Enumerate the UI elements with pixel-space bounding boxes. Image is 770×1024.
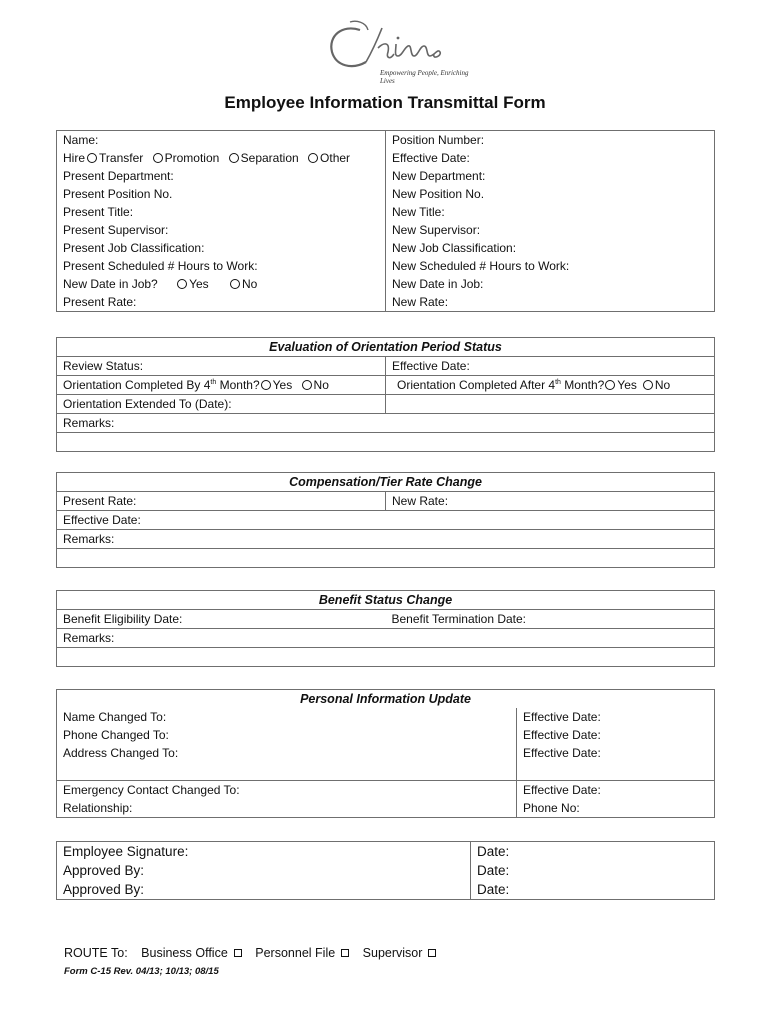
- table-row: [57, 799, 715, 818]
- table-row: [57, 708, 715, 726]
- table-row: [57, 842, 715, 862]
- benefit-remarks-line[interactable]: [57, 648, 715, 667]
- table-row: [57, 293, 715, 312]
- address-line-2[interactable]: [57, 762, 517, 781]
- personnel-file-checkbox[interactable]: [341, 949, 349, 957]
- new-date-no-radio[interactable]: [230, 279, 240, 289]
- address-changed-field[interactable]: Address Changed To:: [57, 744, 517, 762]
- table-row: [57, 492, 715, 511]
- completed-by-yes-radio[interactable]: [261, 380, 271, 390]
- table-row: [57, 549, 715, 568]
- supervisor-checkbox[interactable]: [428, 949, 436, 957]
- table-row: [57, 131, 715, 150]
- new-supervisor-field[interactable]: New Supervisor:: [386, 221, 715, 239]
- new-scheduled-hours-field[interactable]: New Scheduled # Hours to Work:: [386, 257, 715, 275]
- table-row: [57, 861, 715, 880]
- table-row: [57, 357, 715, 376]
- table-row: [57, 167, 715, 185]
- employee-info-table: [56, 130, 715, 312]
- table-row: [57, 629, 715, 648]
- comp-present-rate-field[interactable]: Present Rate:: [57, 492, 386, 511]
- completed-after-no-radio[interactable]: [643, 380, 653, 390]
- table-row: [57, 781, 715, 800]
- new-position-no-field[interactable]: New Position No.: [386, 185, 715, 203]
- present-job-classification-field[interactable]: Present Job Classification:: [57, 239, 386, 257]
- comp-new-rate-field[interactable]: New Rate:: [386, 492, 715, 511]
- hire-radio[interactable]: [87, 153, 97, 163]
- emergency-contact-field[interactable]: Emergency Contact Changed To:: [57, 781, 517, 800]
- address-effective-date-field[interactable]: Effective Date:: [517, 744, 715, 762]
- completed-after-4th-month: Orientation Completed After 4th Month? Yes No: [386, 376, 715, 395]
- logo-tagline: Empowering People, Enriching Lives: [380, 69, 469, 85]
- completed-after-yes-radio[interactable]: [605, 380, 615, 390]
- present-scheduled-hours-field[interactable]: Present Scheduled # Hours to Work:: [57, 257, 386, 275]
- completed-by-no-radio[interactable]: [302, 380, 312, 390]
- table-row: [57, 433, 715, 452]
- table-row: [57, 610, 715, 629]
- table-row: [57, 762, 715, 781]
- phone-effective-date-field[interactable]: Effective Date:: [517, 726, 715, 744]
- approved-by-2-field[interactable]: Approved By:: [57, 880, 471, 900]
- new-department-field[interactable]: New Department:: [386, 167, 715, 185]
- table-row: [57, 726, 715, 744]
- address-line-2-right[interactable]: [517, 762, 715, 781]
- present-position-no-field[interactable]: Present Position No.: [57, 185, 386, 203]
- relationship-field[interactable]: Relationship:: [57, 799, 517, 818]
- benefit-table: [56, 590, 715, 667]
- transfer-radio[interactable]: [153, 153, 163, 163]
- position-number-field[interactable]: Position Number:: [386, 131, 715, 150]
- comp-effective-date-field[interactable]: Effective Date:: [57, 511, 715, 530]
- benefit-eligibility-date-field[interactable]: Benefit Eligibility Date:: [57, 610, 386, 629]
- form-number: Form C-15 Rev. 04/13; 10/13; 08/15: [64, 966, 219, 977]
- signature-table: [56, 841, 715, 900]
- form-title: Employee Information Transmittal Form: [224, 93, 546, 112]
- table-row: [57, 880, 715, 900]
- compensation-heading: Compensation/Tier Rate Change: [57, 473, 715, 492]
- table-row: [57, 414, 715, 433]
- personal-info-table: [56, 689, 715, 818]
- present-department-field[interactable]: Present Department:: [57, 167, 386, 185]
- new-date-in-job-question: New Date in Job? Yes No: [57, 275, 386, 293]
- name-effective-date-field[interactable]: Effective Date:: [517, 708, 715, 726]
- extended-to-field[interactable]: Orientation Extended To (Date):: [57, 395, 386, 414]
- table-row: [57, 275, 715, 293]
- present-title-field[interactable]: Present Title:: [57, 203, 386, 221]
- table-row: [57, 376, 715, 395]
- new-rate-field[interactable]: New Rate:: [386, 293, 715, 312]
- present-rate-field[interactable]: Present Rate:: [57, 293, 386, 312]
- table-row: [57, 530, 715, 549]
- compensation-table: [56, 472, 715, 568]
- comp-remarks-field[interactable]: Remarks:: [57, 530, 715, 549]
- promotion-radio[interactable]: [229, 153, 239, 163]
- new-job-classification-field[interactable]: New Job Classification:: [386, 239, 715, 257]
- orientation-heading: Evaluation of Orientation Period Status: [57, 338, 715, 357]
- benefit-heading: Benefit Status Change: [57, 591, 715, 610]
- name-field[interactable]: Name:: [57, 131, 386, 150]
- table-row: [57, 185, 715, 203]
- table-row: [57, 221, 715, 239]
- benefit-remarks-field[interactable]: Remarks:: [57, 629, 715, 648]
- employee-signature-field[interactable]: Employee Signature:: [57, 842, 471, 862]
- separation-radio[interactable]: [308, 153, 318, 163]
- action-type-row: Hire Transfer Promotion Separation Other: [57, 149, 386, 167]
- approved-by-1-field[interactable]: Approved By:: [57, 861, 471, 880]
- present-supervisor-field[interactable]: Present Supervisor:: [57, 221, 386, 239]
- new-date-in-job-field[interactable]: New Date in Job:: [386, 275, 715, 293]
- table-row: [57, 648, 715, 667]
- new-date-yes-radio[interactable]: [177, 279, 187, 289]
- personal-heading: Personal Information Update: [57, 690, 715, 709]
- completed-by-4th-month: Orientation Completed By 4th Month? Yes No: [57, 376, 386, 395]
- table-row: [57, 744, 715, 762]
- comp-remarks-line[interactable]: [57, 549, 715, 568]
- orientation-table: [56, 337, 715, 452]
- orientation-effective-date-field[interactable]: Effective Date:: [386, 357, 715, 376]
- table-row: [57, 203, 715, 221]
- phone-no-field[interactable]: Phone No:: [517, 799, 715, 818]
- table-row: [57, 239, 715, 257]
- employee-signature-date-field[interactable]: Date:: [471, 842, 715, 862]
- extended-to-blank[interactable]: [386, 395, 715, 414]
- route-to-line: ROUTE To: Business Office Personnel File Supervisor: [64, 946, 436, 960]
- new-title-field[interactable]: New Title:: [386, 203, 715, 221]
- approved-by-1-date-field[interactable]: Date:: [471, 861, 715, 880]
- review-status-field[interactable]: Review Status:: [57, 357, 386, 376]
- benefit-termination-date-field[interactable]: Benefit Termination Date:: [386, 610, 715, 629]
- phone-changed-field[interactable]: Phone Changed To:: [57, 726, 517, 744]
- orientation-remarks-field[interactable]: Remarks:: [57, 414, 715, 433]
- name-changed-field[interactable]: Name Changed To:: [57, 708, 517, 726]
- table-row: [57, 511, 715, 530]
- orientation-remarks-line[interactable]: [57, 433, 715, 452]
- emergency-effective-date-field[interactable]: Effective Date:: [517, 781, 715, 800]
- approved-by-2-date-field[interactable]: Date:: [471, 880, 715, 900]
- table-row: [57, 257, 715, 275]
- table-row: [57, 149, 715, 167]
- effective-date-field[interactable]: Effective Date:: [386, 149, 715, 167]
- table-row: [57, 395, 715, 414]
- business-office-checkbox[interactable]: [234, 949, 242, 957]
